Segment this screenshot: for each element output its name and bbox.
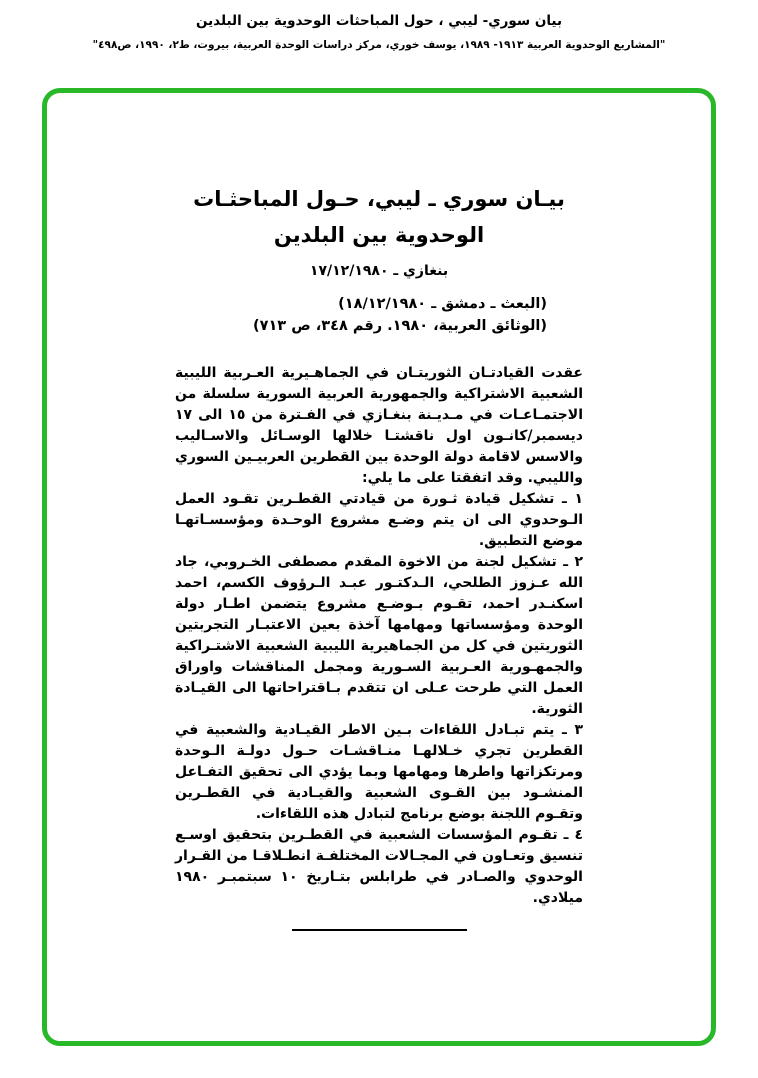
document-title (175, 181, 583, 253)
source-references (175, 293, 583, 337)
page-header (0, 0, 758, 51)
document (47, 93, 711, 1041)
document-title-line-2: الوحدوية بين البلدين (273, 223, 485, 247)
body-paragraph-item-2: ٢ ـ تشكيل لجنة من الاخوة المقدم مصطفى الخـروبي، جاد الله عـزوز الطلحي، الـدكتـور عبـد الـرؤوف الكسم، احمد اسكنـدر احمد، تقـوم بـوضـع مشروع يتضمن اطـار دولة الوحدة ومؤسساتها ومهامها آخذة بعين الاعتبـار التجربتين الثوريتين في كل من الجماهيرية الليبية الشعبية الاشتـراكية والجمهـورية العـربية السـورية ومجمل المناقشات واوراق العمل التي طرحت عـلى ان تتقدم بـاقتراحاتها الى القيـادة الثورية. (175, 554, 583, 717)
document-frame (42, 88, 716, 1046)
body-paragraph-item-1: ١ ـ تشكيل قيادة ثـورة من قيادتي القطـرين تقـود العمل الـوحدوي الى ان يتم وضـع مشروع الوحـدة ومؤسسـاتهـا موضع التطبيق. (175, 491, 583, 549)
header-citation: "المشاريع الوحدوية العربية ١٩١٣- ١٩٨٩، يوسف خوري، مركز دراسات الوحدة العربية، بيروت، ط٢، ١٩٩٠، ص٤٩٨" (92, 39, 666, 51)
document-title-line-1: بيـان سوري ـ ليبي، حـول المباحثـات (193, 187, 565, 211)
header-title: بيان سوري- ليبي ، حول المباحثات الوحدوية بين البلدين (195, 13, 563, 29)
body-paragraph-item-3: ٣ ـ يتم تبـادل اللقاءات بـين الاطر القيـادية والشعبية في القطرين تجري خـلالهـا منـاقشـات حـول دولـة الـوحدة ومرتكزاتها واطرها ومهامها وبما يؤدي الى تحقيق التفـاعل المنشـود بين القـوى الشعبية والقيـادية في القطـرين وتقـوم اللجنة بوضع برنامج لتبادل هذه اللقاءات. (175, 722, 583, 822)
end-rule (292, 929, 467, 931)
source-line-2: (الوثائق العربية، ١٩٨٠. رقم ٣٤٨، ص ٧١٣) (252, 318, 547, 334)
body-paragraph-intro: عقدت القيادتـان الثوريتـان في الجماهـيرية العـربية الليبية الشعبية الاشتراكية والجمهورية العربية السورية سلسلة من الاجتمـاعـات في مـديـنة بنغـازي في الفـترة من ١٥ الى ١٧ ديسمبر/كانـون اول ناقشتـا خلالها الوسـائل والاسـاليب والاسس لاقامة دولة الوحدة بين القطرين العربيـين السوري والليبي. وقد اتفقتا على ما يلي: (175, 365, 583, 486)
source-line-1: (البعث ـ دمشق ـ ١٨/١٢/١٩٨٠) (338, 296, 547, 312)
dateline: بنغازي ـ ١٧/١٢/١٩٨٠ (309, 263, 449, 279)
document-body (175, 363, 583, 909)
body-paragraph-item-4: ٤ ـ تقـوم المؤسسات الشعبية في القطـرين بتحقيق اوسـع تنسيق وتعـاون في المجـالات المختلفـة انطـلاقـا من القـرار الوحدوي والصـادر في طرابلس بتـاريخ ١٠ سبتمبـر ١٩٨٠ ميلادي. (174, 827, 583, 906)
